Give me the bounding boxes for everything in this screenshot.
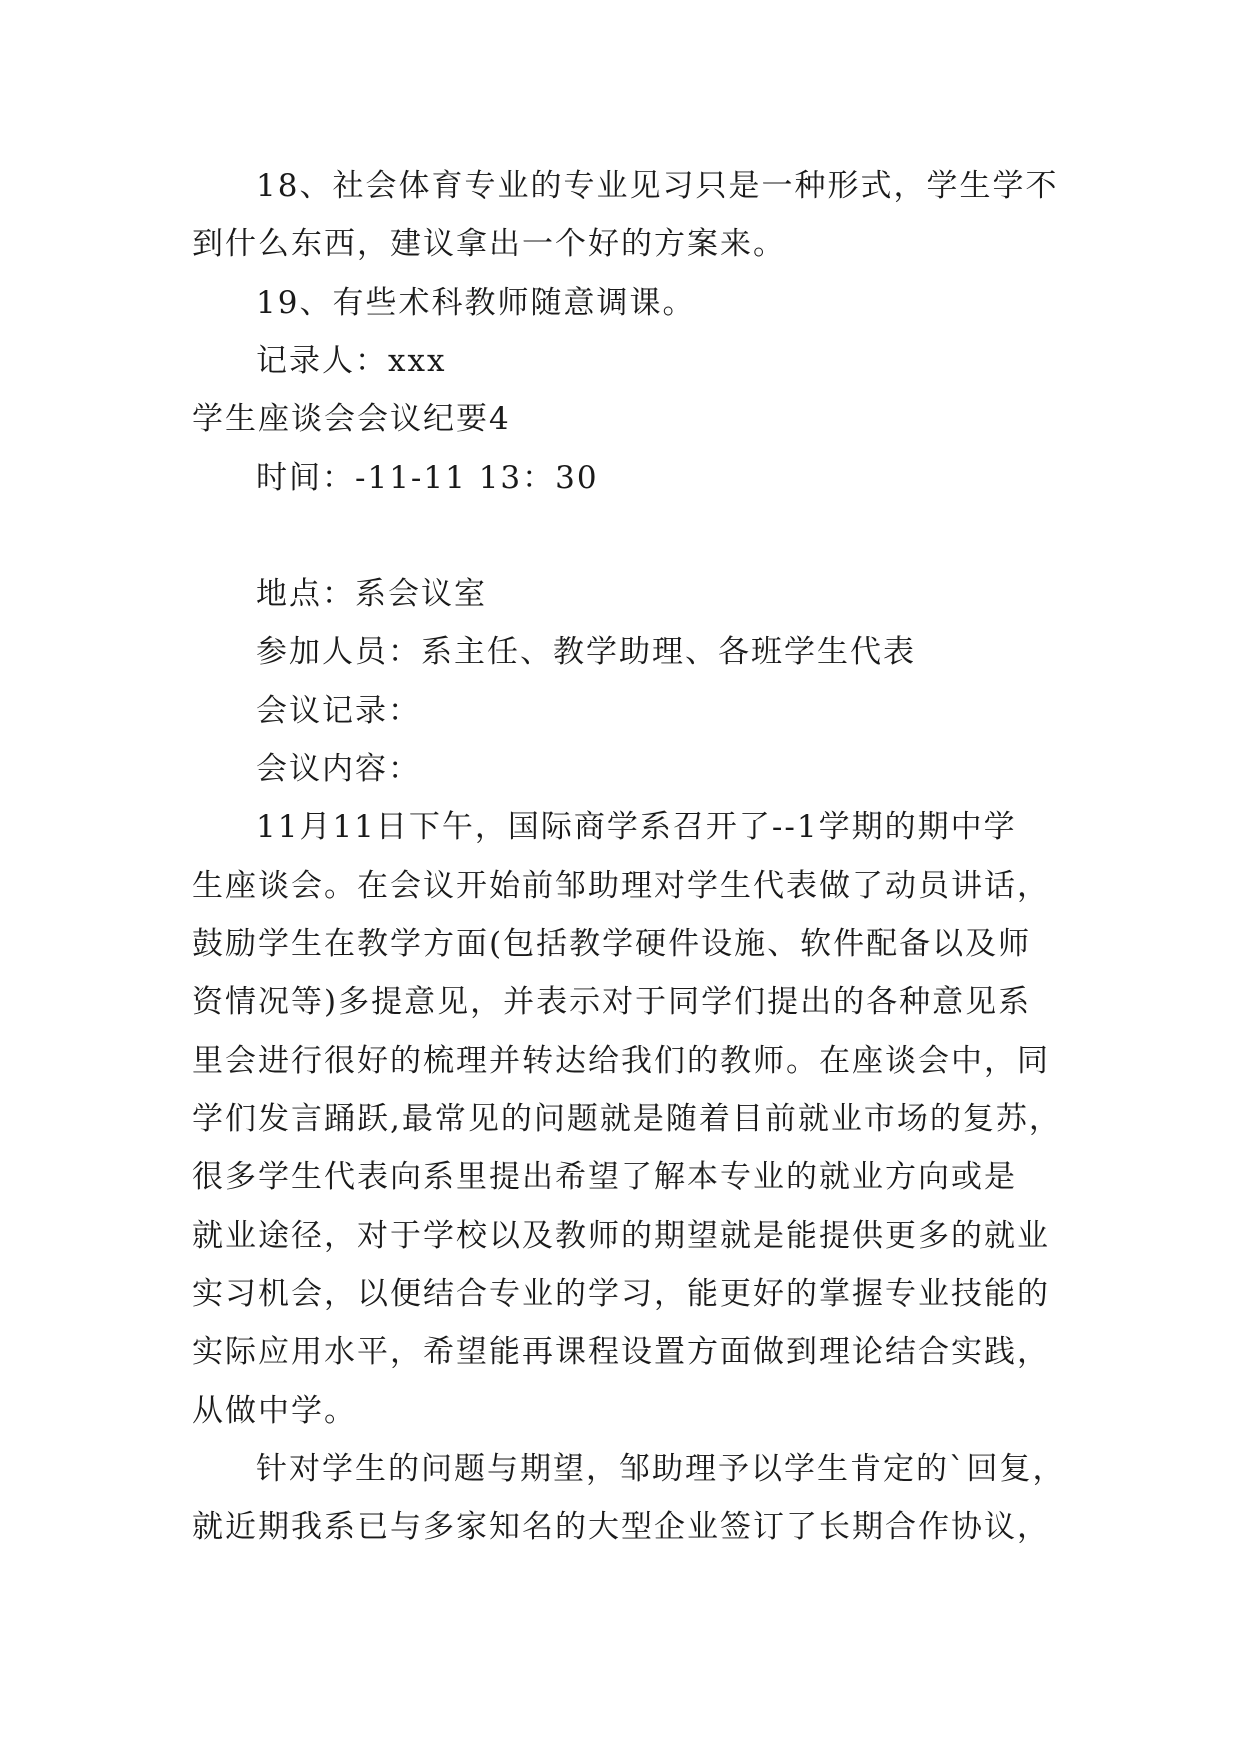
paragraph-1-line: 生座谈会。在会议开始前邹助理对学生代表做了动员讲话， bbox=[192, 868, 1050, 904]
paragraph-1-line: 从做中学。 bbox=[192, 1393, 357, 1429]
item-18-line-1: 18、社会体育专业的专业见习只是一种形式，学生学不 bbox=[256, 168, 1059, 204]
paragraph-1-line: 鼓励学生在教学方面(包括教学硬件设施、软件配备以及师 bbox=[192, 926, 1032, 962]
paragraph-1-line: 资情况等)多提意见，并表示对于同学们提出的各种意见系 bbox=[192, 984, 1032, 1020]
item-18-line-2: 到什么东西，建议拿出一个好的方案来。 bbox=[192, 226, 786, 262]
paragraph-1-line: 实际应用水平，希望能再课程设置方面做到理论结合实践， bbox=[192, 1334, 1050, 1370]
paragraph-2-line: 针对学生的问题与期望，邹助理予以学生肯定的`回复， bbox=[256, 1451, 1066, 1487]
paragraph-1-line: 很多学生代表向系里提出希望了解本专业的就业方向或是 bbox=[192, 1159, 1017, 1195]
paragraph-1-line: 就业途径，对于学校以及教师的期望就是能提供更多的就业 bbox=[192, 1218, 1050, 1254]
paragraph-1-line: 里会进行很好的梳理并转达给我们的教师。在座谈会中，同 bbox=[192, 1043, 1050, 1079]
meeting-place: 地点：系会议室 bbox=[256, 576, 487, 612]
meeting-time: 时间：-11-11 13：30 bbox=[256, 460, 599, 496]
paragraph-1-line: 实习机会，以便结合专业的学习，能更好的掌握专业技能的 bbox=[192, 1276, 1050, 1312]
paragraph-1-line: 学们发言踊跃,最常见的问题就是随着目前就业市场的复苏， bbox=[192, 1101, 1062, 1137]
meeting-record-label: 会议记录： bbox=[256, 693, 421, 729]
paragraph-2-line: 就近期我系已与多家知名的大型企业签订了长期合作协议， bbox=[192, 1509, 1050, 1545]
section-heading: 学生座谈会会议纪要4 bbox=[192, 401, 511, 437]
meeting-attendees: 参加人员：系主任、教学助理、各班学生代表 bbox=[256, 634, 916, 670]
paragraph-1-line: 11月11日下午，国际商学系召开了--1学期的期中学 bbox=[256, 809, 1017, 845]
recorder: 记录人：xxx bbox=[256, 343, 447, 379]
meeting-content-label: 会议内容： bbox=[256, 751, 421, 787]
item-19: 19、有些术科教师随意调课。 bbox=[256, 285, 696, 321]
